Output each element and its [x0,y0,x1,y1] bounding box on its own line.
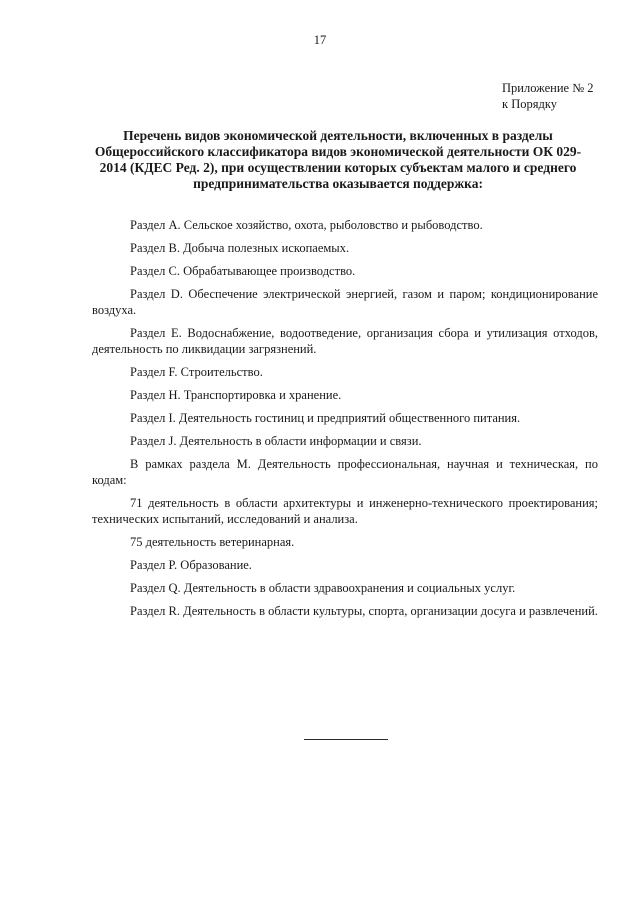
appendix-reference [502,80,594,112]
list-item-section-h: Раздел H. Транспортировка и хранение. [130,388,342,402]
list-item-section-q: Раздел Q. Деятельность в области здравоохранения и социальных услуг. [130,581,516,595]
list-item-section-i: Раздел I. Деятельность гостиниц и предприятий общественного питания. [130,411,521,425]
document-title: Перечень видов экономической деятельности, включенных в разделы Общероссийского классификатора видов экономической деятельности ОК 029-2014 (КДЕС Ред. 2), при осуществлении которых субъектам малого и среднего предпринимательства оказывается поддержка: [94,128,582,191]
list-item-section-r: Раздел R. Деятельность в области культуры, спорта, организации досуга и развлечений. [130,604,598,618]
list-item-section-m: В рамках раздела M. Деятельность профессиональная, научная и техническая, по кодам: [92,457,598,487]
list-item-section-e: Раздел E. Водоснабжение, водоотведение, организация сбора и утилизация отходов, деятельность по ликвидации загрязнений. [92,326,598,356]
document-body [92,217,598,626]
list-item-code-71: 71 деятельность в области архитектуры и инженерно-технического проектирования; технических испытаний, исследований и анализа. [92,496,598,526]
list-item-section-d: Раздел D. Обеспечение электрической энергией, газом и паром; кондиционирование воздуха. [92,287,598,317]
list-item-section-c: Раздел C. Обрабатывающее производство. [130,264,356,278]
end-divider [304,739,388,740]
list-item-section-f: Раздел F. Строительство. [130,365,263,379]
appendix-line-2: к Порядку [502,97,557,111]
list-item-section-b: Раздел B. Добыча полезных ископаемых. [130,241,350,255]
list-item-section-j: Раздел J. Деятельность в области информации и связи. [130,434,422,448]
list-item-code-75: 75 деятельность ветеринарная. [130,535,295,549]
page-number: 17 [313,33,327,47]
list-item-section-p: Раздел P. Образование. [130,558,252,572]
appendix-line-1: Приложение № 2 [502,81,594,95]
list-item-section-a: Раздел A. Сельское хозяйство, охота, рыболовство и рыбоводство. [130,218,483,232]
